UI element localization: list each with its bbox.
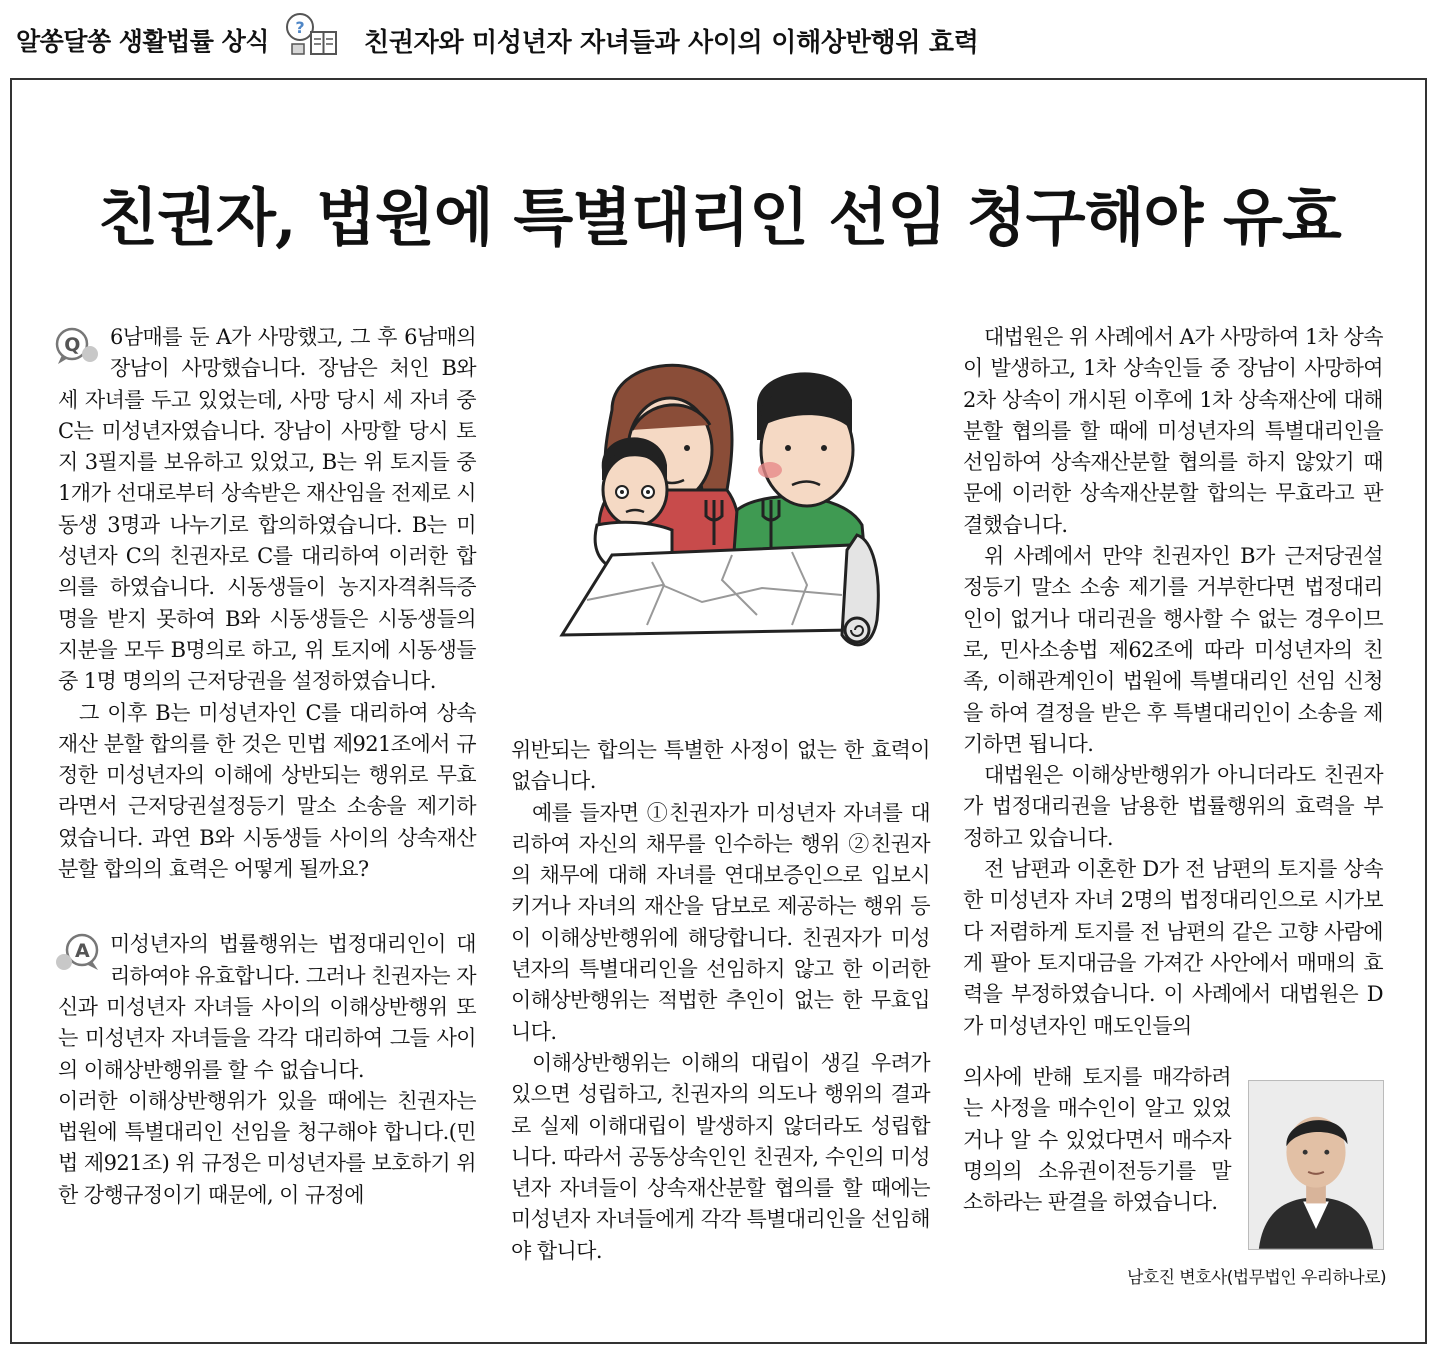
answer-paragraph-2: 이러한 이해상반행위가 있을 때에는 친권자는 법원에 특별대리인 선임을 청구해야 합니다.(민법 제921조) 위 규정은 미성년자를 보호하기 위한 강행규정이기 때문에, 이 규정에 bbox=[58, 1088, 476, 1207]
article-subtitle: 친권자와 미성년자 자녀들과 사이의 이해상반행위 효력 bbox=[364, 28, 979, 58]
answer-paragraph-1: 미성년자의 법률행위는 법정대리인이 대리하여야 유효합니다. 그러나 친권자는 자신과 미성년자 자녀들 사이의 이해상반행위 또는 미성년자 자녀들을 각각 대리하여 그들 사이의 이해상반행위를 할 수 없습니다. bbox=[58, 932, 476, 1082]
answer-badge-letter: A bbox=[74, 940, 90, 963]
column-2 bbox=[511, 735, 930, 1267]
question-paragraph-1: 6남매를 둔 A가 사망했고, 그 후 6남매의 장남이 사망했습니다. 장남은 처인 B와 세 자녀를 두고 있었는데, 사망 당시 세 자녀 중 C는 미성년자였습니다. 장남이 사망할 당시 토지 3필지를 보유하고 있었고, B는 위 토지들 중 1개가 선대로부터 상속받은 재산임을 전제로 시동생 3명과 나누기로 합의하였습니다. B는 미성년자 C의 친권자로 C를 대리하여 이러한 합의를 하였습니다. 시동생들이 농지자격취득증명을 받지 못하여 B와 시동생들은 시동생들의 지분을 모두 B명의로 하고, 위 토지에 시동생들 중 1명 명의의 근저당권을 설정하였습니다. bbox=[58, 325, 476, 694]
col3-paragraph-4: 전 남편과 이혼한 D가 전 남편의 토지를 상속한 미성년자 자녀 2명의 법정대리인으로 시가보다 저렴하게 토지를 전 남편의 같은 고향 사람에게 팔아 토지대금을 가져간 사안에서 매매의 효력을 부정하였습니다. 이 사례에서 대법원은 D가 미성년자인 매도인들의 bbox=[963, 857, 1383, 1038]
question-book-icon bbox=[283, 10, 339, 58]
article-headline: 친권자, 법원에 특별대리인 선임 청구해야 유효 bbox=[98, 181, 1341, 254]
col3-paragraph-1: 대법원은 위 사례에서 A가 사망하여 1차 상속이 발생하고, 1차 상속인들 중 장남이 사망하여 2차 상속이 개시된 이후에 1차 상속재산에 대해 분할 협의를 할 때에 미성년자의 특별대리인을 선임하여 상속재산분할 협의를 하지 않았기 때문에 이러한 상속재산분할 합의는 무효라고 판결했습니다. bbox=[963, 325, 1383, 537]
svg-text:?: ? bbox=[295, 18, 305, 37]
col2-paragraph-3: 이해상반행위는 이해의 대립이 생길 우려가 있으면 성립하고, 친권자의 의도나 행위의 결과로 실제 이해대립이 발생하지 않더라도 성립합니다. 따라서 공동상속인인 친권자, 수인의 미성년자 자녀들이 상속재산분할 협의를 할 때에는 미성년자 자녀들에게 각각 특별대리인을 선임해야 합니다. bbox=[511, 1050, 930, 1263]
col3-paragraph-3: 대법원은 이해상반행위가 아니더라도 친권자가 법정대리권을 남용한 법률행위의 효력을 부정하고 있습니다. bbox=[963, 763, 1383, 850]
question-badge-letter: Q bbox=[64, 334, 80, 356]
col2-paragraph-1: 위반되는 합의는 특별한 사정이 없는 한 효력이 없습니다. bbox=[511, 738, 930, 794]
author-photo bbox=[1248, 1080, 1384, 1250]
author-byline: 남호진 변호사(법무법인 우리하나로) bbox=[1126, 1268, 1386, 1288]
col2-paragraph-2: 예를 들자면 ①친권자가 미성년자 자녀를 대리하여 자신의 채무를 인수하는 행위 ②친권자의 채무에 대해 자녀를 연대보증인으로 입보시키거나 자녀의 재산을 담보로 제공하는 행위 등이 이해상반행위에 해당합니다. 친권자가 미성년자의 특별대리인을 선임하지 않고 한 이러한 이해상반행위는 적법한 추인이 없는 한 무효입니다. bbox=[511, 800, 930, 1044]
column-1 bbox=[58, 322, 476, 1211]
answer-bubble-icon bbox=[54, 933, 102, 975]
family-map-illustration bbox=[552, 340, 888, 658]
col3-closing-text: 의사에 반해 토지를 매각하려는 사정을 매수인이 알고 있었거나 알 수 있었다면서 매수자 명의의 소유권이전등기를 말소하라는 판결을 하였습니다. bbox=[963, 1065, 1231, 1215]
question-paragraph-2: 그 이후 B는 미성년자인 C를 대리하여 상속재산 분할 합의를 한 것은 민법 제921조에서 규정한 미성년자의 이해에 상반되는 행위로 무효라면서 근저당권설정등기 말소 소송을 제기하였습니다. 과연 B와 시동생들 사이의 상속재산 분할 합의의 효력은 어떻게 될까요? bbox=[58, 700, 476, 882]
column-3 bbox=[963, 322, 1383, 1042]
series-title: 알쏭달쏭 생활법률 상식 bbox=[16, 27, 269, 56]
section-header bbox=[0, 0, 1439, 72]
col3-paragraph-2: 위 사례에서 만약 친권자인 B가 근저당권설정등기 말소 소송 제기를 거부한다면 법정대리인이 없거나 대리권을 행사할 수 없는 경우이므로, 민사소송법 제62조에 따라 미성년자의 친족, 이해관계인이 법원에 특별대리인 선임 신청을 하여 결정을 받은 후 특별대리인이 소송을 제기하면 됩니다. bbox=[963, 544, 1383, 756]
question-bubble-icon bbox=[54, 326, 102, 368]
